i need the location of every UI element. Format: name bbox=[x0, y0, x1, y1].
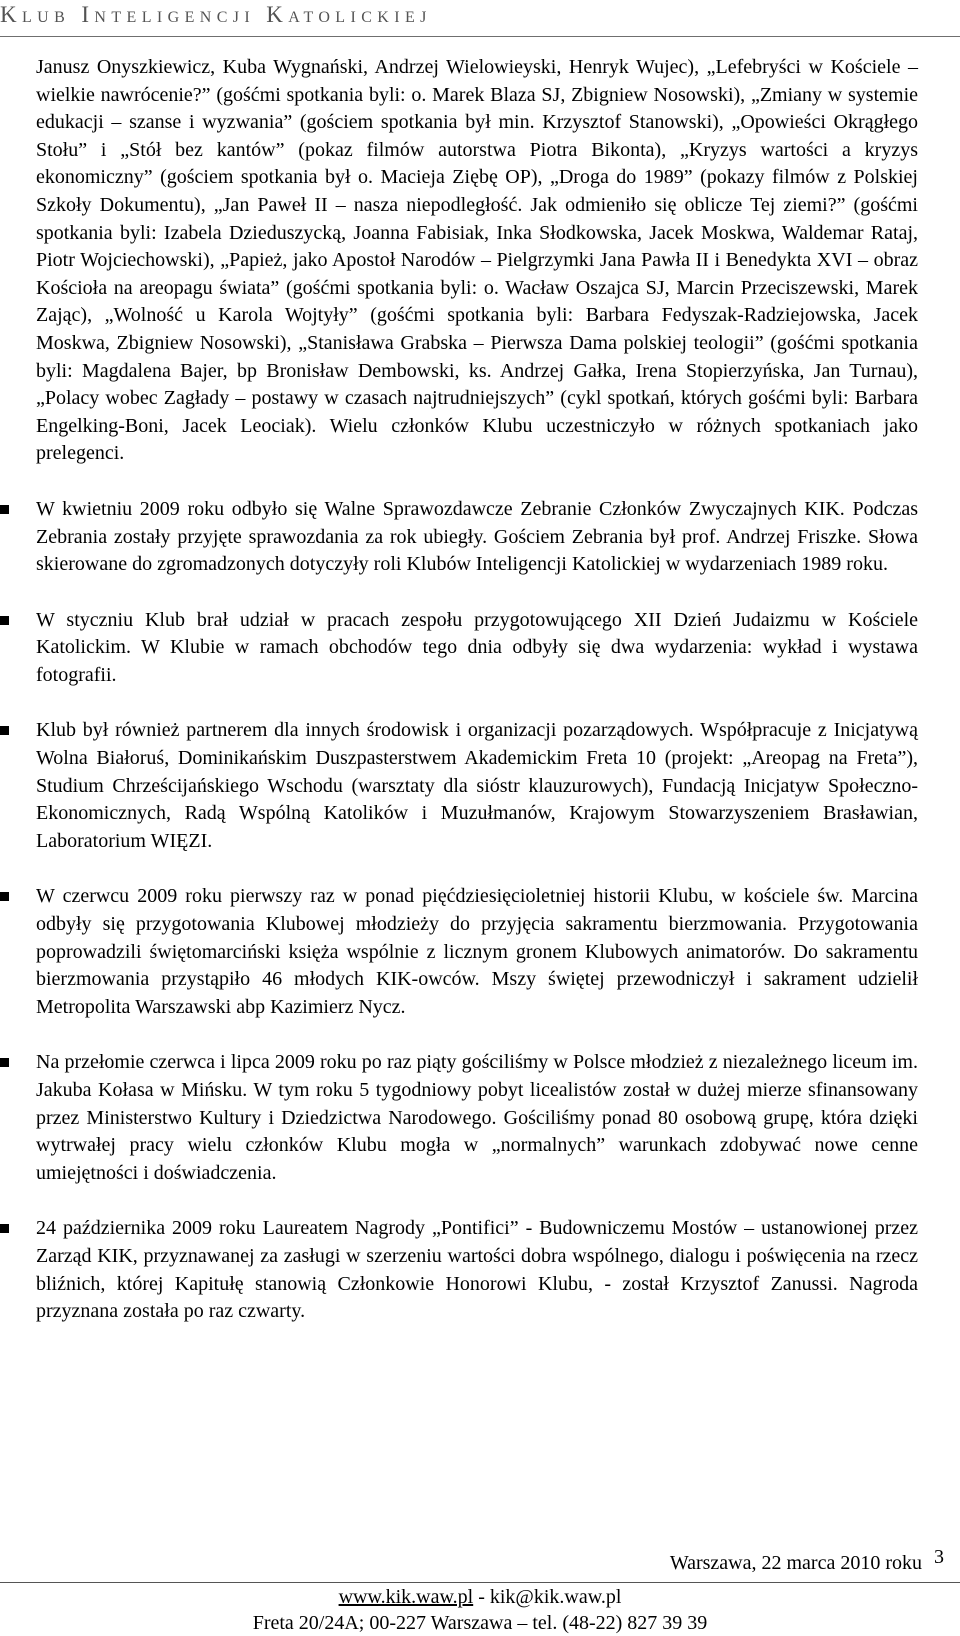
list-item bbox=[36, 883, 918, 1021]
document-body bbox=[36, 54, 918, 1326]
list-item bbox=[36, 717, 918, 855]
list-item bbox=[36, 1049, 918, 1187]
square-bullet-icon bbox=[0, 892, 9, 901]
header-title: Klub Inteligencji Katolickiej bbox=[0, 2, 432, 27]
intro-paragraph: Janusz Onyszkiewicz, Kuba Wygnański, Andrzej Wielowieyski, Henryk Wujec), „Lefebryści w Kościele – wielkie nawrócenie?” (gośćmi spotkania byli: o. Marek Blaza SJ, Zbigniew Nosowski), „Zmiany w systemie edukacji – szanse i wyzwania” (gościem spotkania był min. Krzysztof Stanowski), „Opowieści Okrągłego Stołu” i „Stół bez kantów” (pokaz filmów autorstwa Piotra Bikonta), „Kryzys wartości a kryzys ekonomiczny” (gościem spotkania był o. Macieja Ziębę OP), „Droga do 1989” (pokazy filmów z Polskiej Szkoły Dokumentu), „Jan Paweł II – nasza niepodległość. Jak odmieniło się oblicze Tej ziemi?” (gośćmi spotkania byli: Izabela Dzieduszycką, Joanna Fabisiak, Inka Słodkowska, Jacek Moskwa, Waldemar Rataj, Piotr Wojciechowski), „Papież, jako Apostoł Narodów – Pielgrzymki Jana Pawła II i Benedykta XVI – obraz Kościoła na areopagu świata” (gośćmi spotkania byli: o. Wacław Oszajca SJ, Marcin Przeciszewski, Marek Zając), „Wolność u Karola Wojtyły” (gośćmi spotkania byli: Barbara Fedyszak-Radziejowska, Jacek Moskwa, Zbigniew Nosowski), „Stanisława Grabska – Pierwsza Dama polskiej teologii” (gośćmi spotkania byli: Magdalena Bajer, bp Bronisław Dembowski, ks. Andrzej Gałka, Irena Stopierzyńska, Jan Turnau), „Polacy wobec Zagłady – postawy w czasach najtrudniejszych” (cykl spotkań, których gośćmi byli: Barbara Engelking-Boni, Jacek Leociak). Wielu członków Klubu uczestniczyło w różnych spotkaniach jako prelegenci. bbox=[36, 56, 918, 465]
footer-divider bbox=[0, 1582, 960, 1583]
list-item bbox=[36, 1215, 918, 1325]
square-bullet-icon bbox=[0, 1058, 9, 1067]
list-item-text: Na przełomie czerwca i lipca 2009 roku po raz piąty gościliśmy w Polsce młodzież z niezależnego liceum im. Jakuba Kołasa w Mińsku. W tym roku 5 tygodniowy pobyt licealistów został w dużej mierze sfinansowany przez Ministerstwo Kultury i Dziedzictwa Narodowego. Gościliśmy ponad 80 osobową grupę, która dzięki wytrwałej pracy wielu członków Klubu mogła w „normalnych” warunkach zdobywać nowe cenne umiejętności i doświadczenia. bbox=[36, 1051, 918, 1184]
square-bullet-icon bbox=[0, 505, 9, 514]
page-number: 3 bbox=[934, 1546, 944, 1568]
list-item bbox=[36, 496, 918, 579]
list-item-text: 24 października 2009 roku Laureatem Nagrody „Pontifici” - Budowniczemu Mostów – ustanowionej przez Zarząd KIK, przyznawanej za zasługi w szerzeniu wartości dobra wspólnego, dialogu i poświęcenia na rzecz bliźnich, której Kapitułę stanowią Członkowie Honorowi Klubu, - został Krzysztof Zanussi. Nagroda przyznana została po raz czwarty. bbox=[36, 1217, 918, 1323]
square-bullet-icon bbox=[0, 726, 9, 735]
document-date: Warszawa, 22 marca 2010 roku bbox=[669, 1552, 922, 1574]
list-item-text: W styczniu Klub brał udział w pracach zespołu przygotowującego XII Dzień Judaizmu w Kościele Katolickim. W Klubie w ramach obchodów tego dnia odbyły się dwa wydarzenia: wykład i wystawa fotografii. bbox=[36, 608, 918, 686]
list-item bbox=[36, 607, 918, 690]
page-header bbox=[0, 0, 960, 37]
footer-contact bbox=[0, 1586, 960, 1609]
square-bullet-icon bbox=[0, 616, 9, 625]
list-item-text: W czerwcu 2009 roku pierwszy raz w ponad pięćdziesięcioletniej historii Klubu, w kościele św. Marcina odbyły się przygotowania Klubowej młodzieży do przyjęcia sakramentu bierzmowania. Przygotowania poprowadzili świętomarciński księża wspólnie z licznym gronem Klubowych animatorów. Do sakramentu bierzmowania przystąpiło 46 młodych KIK-owców. Mszy świętej przewodniczył i sakrament udzielił Metropolita Warszawski abp Kazimierz Nycz. bbox=[36, 885, 918, 1018]
bullet-list bbox=[36, 496, 918, 1326]
website-link[interactable]: www.kik.waw.pl bbox=[338, 1586, 474, 1608]
footer-address: Freta 20/24A; 00-227 Warszawa – tel. (48-22) 827 39 39 bbox=[252, 1612, 708, 1634]
email-link[interactable]: kik@kik.waw.pl bbox=[489, 1586, 622, 1608]
square-bullet-icon bbox=[0, 1224, 9, 1233]
list-item-text: W kwietniu 2009 roku odbyło się Walne Sprawozdawcze Zebranie Członków Zwyczajnych KIK. Podczas Zebrania zostały przyjęte sprawozdania za rok ubiegły. Gościem Zebrania był prof. Andrzej Friszke. Słowa skierowane do zgromadzonych dotyczyły roli Klubów Inteligencji Katolickiej w wydarzeniach 1989 roku. bbox=[36, 497, 918, 576]
footer-separator: - bbox=[473, 1586, 490, 1608]
list-item-text: Klub był również partnerem dla innych środowisk i organizacji pozarządowych. Współpracuje z Inicjatywą Wolna Białoruś, Dominikańskim Duszpasterstwem Akademickim Freta 10 (projekt: „Areopag na Freta”), Studium Chrześcijańskiego Wschodu (warsztaty dla sióstr klauzurowych), Fundacją Inicjatyw Społeczno-Ekonomicznych, Radą Wspólną Katolików i Muzułmanów, Krajowym Stowarzyszeniem Brasławian, Laboratorium WIĘZI. bbox=[36, 719, 918, 852]
